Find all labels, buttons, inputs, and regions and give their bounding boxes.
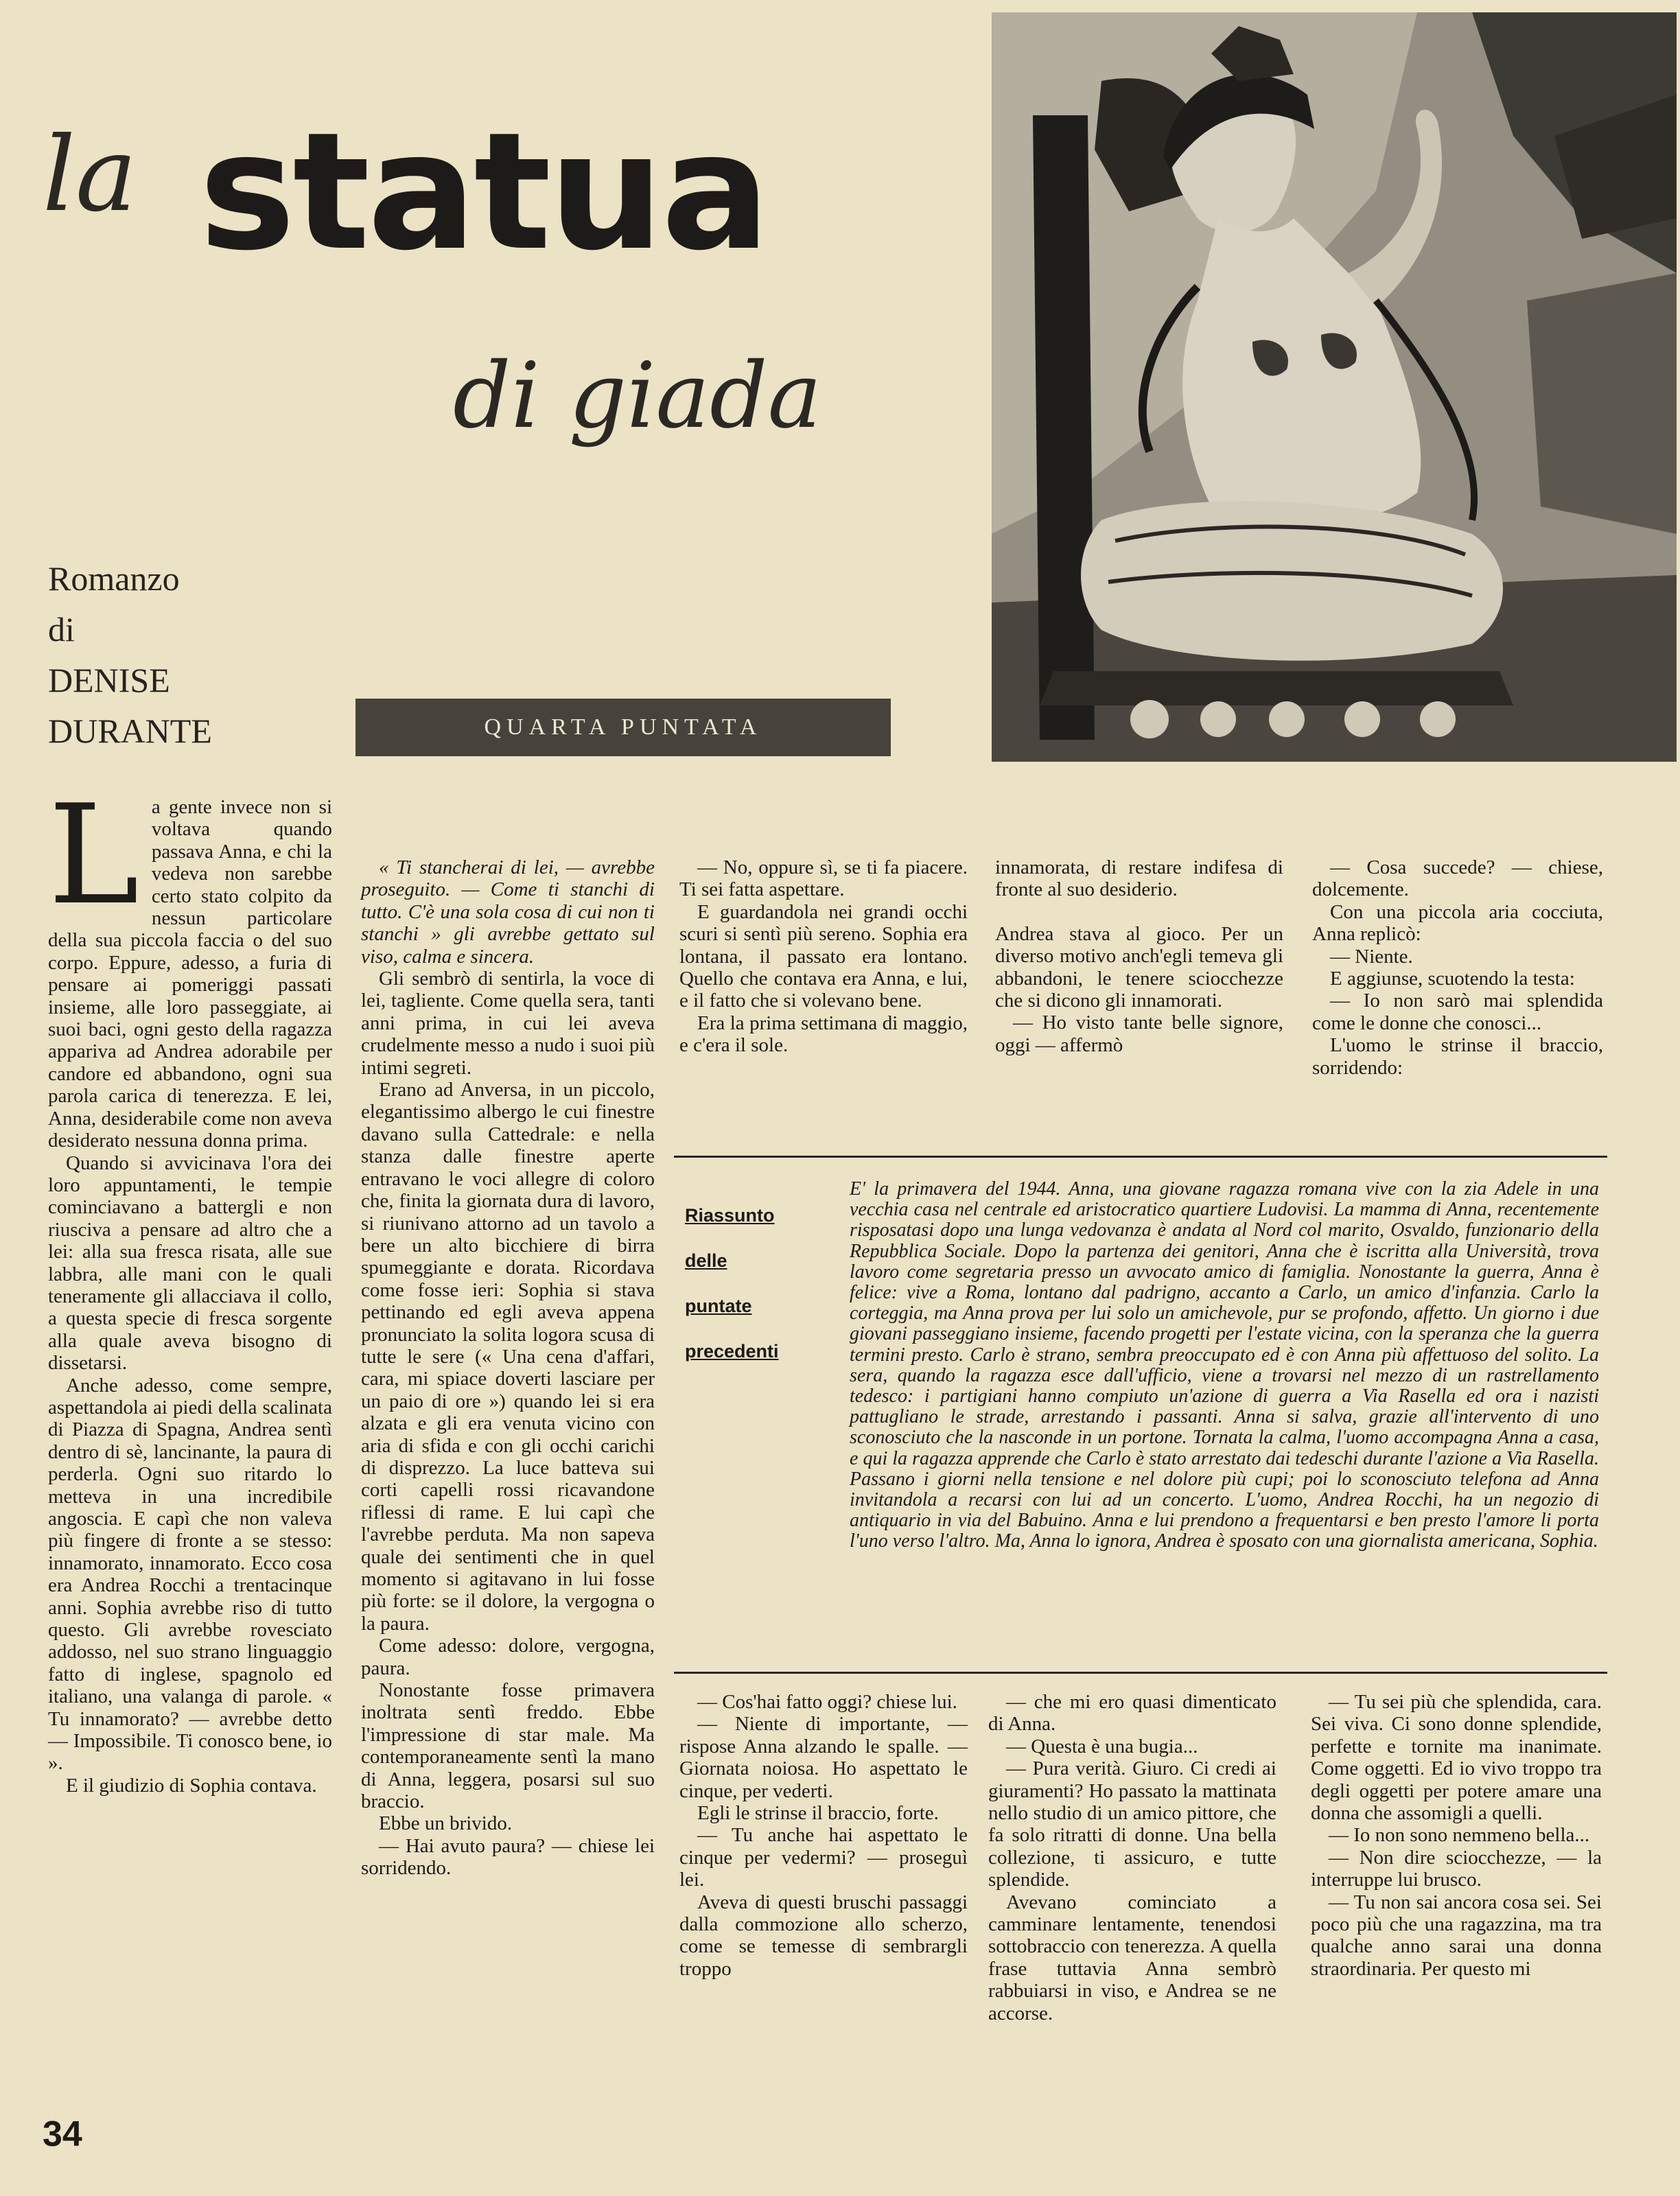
- page-number: 34: [43, 2114, 82, 2154]
- paragraph: — Niente.: [1330, 945, 1413, 968]
- paragraph: Avevano cominciato a camminare lentamente, tenendosi sottobraccio con tenerezza. A quella frase tuttavia Anna sembrò rabbuiarsi in viso, e Andrea se ne accorse.: [988, 1891, 1276, 2024]
- ink-drawing-seated-woman-icon: [992, 12, 1677, 762]
- paragraph: Come adesso: dolore, vergogna, paura.: [361, 1635, 655, 1679]
- paragraph: — Hai avuto paura? — chiese lei sorridendo.: [361, 1834, 655, 1880]
- summary-label-line: precedenti: [685, 1341, 779, 1362]
- paragraph: — Cosa succede? — chiese, dolcemente.: [1312, 856, 1603, 901]
- paragraph: — Tu non sai ancora cosa sei. Sei poco più che una ragazzina, ma tra qualche anno sarai una donna straordinaria. Per questo mi: [1311, 1891, 1602, 1980]
- paragraph: — Pura verità. Giuro. Ci credi ai giuramenti? Ho passato la mattinata nello studio di un amico pittore, che fa solo ritratti di donne. Una bella collezione, ti assicuro, e tutte splendide.: [988, 1757, 1276, 1891]
- paragraph: — Io non sono nemmeno bella...: [1329, 1824, 1590, 1847]
- paragraph: — Tu sei più che splendida, cara. Sei viva. Ci sono donne splendide, perfette e tornite ma inanimate. Come oggetti. Ed io vivo troppo tra degli oggetti per potere amare una donna che assomigli a quelli.: [1311, 1691, 1602, 1825]
- paragraph: E guardandola nei grandi occhi scuri si sentì più sereno. Sophia era lontana, il passato era lontano. Quello che contava era Anna, e lui, e il fatto che si volevano bene.: [679, 900, 968, 1012]
- paragraph: Nonostante fosse primavera inoltrata sentì freddo. Ebbe l'impressione di star male. Ma contemporaneamente sentì la mano di Anna, leggera, posarsi sul suo braccio.: [361, 1679, 655, 1813]
- drop-cap: L: [48, 775, 139, 935]
- byline-author-first: DENISE: [48, 661, 170, 699]
- paragraph: Erano ad Anversa, in un piccolo, elegantissimo albergo le cui finestre davano sulla Cattedrale: e nella stanza dalle finestre aperte entravano le voci allegre di coloro che, finita la giornata dura di lavoro, si riunivano attorno ad un tavolo a bere un alto bicchiere di birra spumeggiante e dorata. Ricordava come fosse ieri: Sophia si stava pettinando ed egli aveva appena pronunciato la solita logora scusa di tutte le sere (« Una cena d'affari, cara, mi spiace doverti lasciare per un paio di ore ») quando lei si era alzata e gli era venuta vicino con aria di sfida e con gli occhi carichi di disprezzo. La luce batteva sui corti capelli rossi ricavandone riflessi di rame. E lui capì che l'avrebbe perduta. Ma non sapeva quale dei sentimenti che in quel momento si agitavano in lui fosse più forte: se il dolore, la vergogna o la paura.: [361, 1079, 655, 1635]
- paragraph: innamorata, di restare indifesa di fronte al suo desiderio.: [995, 856, 1283, 901]
- paragraph: — Non dire sciocchezze, — la interruppe lui brusco.: [1311, 1846, 1602, 1891]
- paragraph: Gli sembrò di sentirla, la voce di lei, tagliente. Come quella sera, tanti anni prima, in cui lei aveva crudelmente messo a nudo i suoi più intimi segreti.: [361, 968, 655, 1079]
- illustration: [992, 12, 1677, 762]
- column-4: [995, 856, 1283, 1056]
- paragraph: Quando si avvicinava l'ora dei loro appuntamenti, le tempie cominciavano a battergli e non riusciva a pensare ad altro che a lei: alla sua fresca risata, alle sue labbra, alle mani con le quali teneramente gli allacciava il collo, a questa specie di fresca sorgente alla quale aveva bisogno di dissetarsi.: [48, 1152, 332, 1375]
- title-article: la: [43, 115, 137, 235]
- paragraph: — che mi ero quasi dimenticato di Anna.: [988, 1691, 1276, 1736]
- paragraph: Andrea stava al gioco. Per un diverso motivo anch'egli temeva gli abbandoni, le tenere sciocchezze che si dicono gli innamorati.: [995, 922, 1283, 1012]
- column-3: [679, 856, 968, 1057]
- summary-rule-bottom: [674, 1672, 1607, 1674]
- summary-label: [685, 1193, 795, 1374]
- byline-author-last: DURANTE: [48, 712, 212, 750]
- column-6: [679, 1691, 968, 1980]
- paragraph: E il giudizio di Sophia contava.: [66, 1774, 317, 1797]
- paragraph: E aggiunse, scuotendo la testa:: [1330, 968, 1575, 990]
- column-2: [361, 856, 655, 1880]
- paragraph: — Questa è una bugia...: [1006, 1735, 1198, 1757]
- paragraph: Con una piccola aria cocciuta, Anna replicò:: [1312, 900, 1603, 946]
- column-8: [1311, 1691, 1602, 1980]
- paragraph: Anche adesso, come sempre, aspettandola ai piedi della scalinata di Piazza di Spagna, Andrea sentì dentro di sè, lancinante, la paura di perderla. Ogni suo ritardo lo metteva in una incredibile angoscia. E capì che non valeva più fingere di fronte a se stesso: innamorato, innamorato. Ecco cosa era Andrea Rocchi a trentacinque anni. Sophia avrebbe riso di tutto questo. Gli avrebbe rovesciato addosso, nel suo strano linguaggio fatto di inglese, spagnolo ed italiano, una valanga di parole. « Tu innamorato? — avrebbe detto — Impossibile. Ti conosco bene, io ».: [48, 1374, 332, 1775]
- byline: [48, 553, 212, 756]
- summary-label-line: delle: [685, 1250, 727, 1271]
- installment-banner: QUARTA PUNTATA: [355, 699, 891, 756]
- paragraph: Egli le strinse il braccio, forte.: [697, 1802, 939, 1825]
- byline-preposition: di: [48, 610, 75, 649]
- summary-rule-top: [674, 1156, 1607, 1158]
- paragraph: Ebbe un brivido.: [379, 1812, 513, 1835]
- paragraph: a gente invece non si voltava quando passava Anna, e chi la vedeva non sarebbe certo stato colpito da nessun particolare della sua piccola faccia o del suo corpo. Eppure, adesso, a furia di pensare ai pomeriggi passati insieme, alle loro passeggiate, ai suoi baci, ogni gesto della ragazza appariva ad Andrea adorabile per candore ed abbandono, ogni sua parola carica di tenerezza. E lei, Anna, desiderabile come non aveva desiderato nessuna donna prima.: [48, 796, 332, 1152]
- paragraph: Era la prima settimana di maggio, e c'era il sole.: [679, 1012, 968, 1057]
- summary-label-line: Riassunto: [685, 1205, 775, 1226]
- paragraph: L'uomo le strinse il braccio, sorridendo:: [1312, 1034, 1603, 1079]
- column-5: [1312, 856, 1603, 1079]
- paragraph: — Niente di importante, — rispose Anna alzando le spalle. — Giornata noiosa. Ho aspettato le cinque, per vederti.: [679, 1713, 968, 1802]
- paragraph: — Ho visto tante belle signore, oggi — affermò: [995, 1012, 1283, 1056]
- summary-text: E' la primavera del 1944. Anna, una giovane ragazza romana vive con la zia Adele in una vecchia casa nel centrale ed aristocratico quartiere Ludovisi. La mamma di Anna, recentemente risposatasi dopo una lunga vedovanza è andata al Nord col marito, Osvaldo, funzionario della Repubblica Sociale. Dopo la partenza dei genitori, Anna che è iscritta alla Università, trova lavoro come segretaria presso un avvocato amico di famiglia. Nonostante la guerra, Anna è felice: vive a Roma, lontano dal padrigno, accanto a Carlo, un amico d'infanzia. Carlo la corteggia, ma Anna prova per lui solo un amichevole, pur se profondo, affetto. Un giorno i due giovani passeggiano insieme, facendo progetti per l'estate vicina, con la speranza che la guerra termini presto. Carlo è strano, sembra preoccupato ed è con Anna più affettuoso del solito. La sera, quando la ragazza esce dall'ufficio, viene a trovarsi nel mezzo di un rastrellamento tedesco: i partigiani hanno compiuto un'azione di guerra a Via Rasella ed ora i nazisti pattugliano le strade, arrestando i passanti. Anna si salva, grazie all'intervento di uno sconosciuto che la nasconde in un portone. Tornata la calma, l'uomo accompagna Anna a casa, e qui la ragazza apprende che Carlo è stato arrestato dai tedeschi durante l'azione a Via Rasella. Passano i giorni nella tensione e nel dolore più cupi; poi lo sconosciuto telefona ad Anna invitandola a recarsi con lui ad un concerto. L'uomo, Andrea Rocchi, ha un negozio di antiquario in via del Babuino. Anna e lui prendono a frequentarsi e ben presto l'amore li porta l'uno verso l'altro. Ma, Anna lo ignora, Andrea è sposato con una giornalista americana, Sophia.: [850, 1178, 1599, 1552]
- title-main: statua: [199, 97, 768, 286]
- column-1: [48, 775, 332, 1797]
- paragraph: — No, oppure sì, se ti fa piacere. Ti sei fatta aspettare.: [679, 856, 968, 901]
- summary-label-line: puntate: [685, 1296, 752, 1316]
- paragraph: — Tu anche hai aspettato le cinque per vedermi? — proseguì lei.: [679, 1824, 968, 1891]
- byline-genre: Romanzo: [48, 559, 180, 598]
- paragraph: — Cos'hai fatto oggi? chiese lui.: [697, 1691, 957, 1713]
- paragraph: « Ti stancherai di lei, — avrebbe proseguito. — Come ti stanchi di tutto. C'è una sola cosa di cui non ti stanchi » gli avrebbe gettato sul viso, calma e sincera.: [361, 856, 655, 968]
- paragraph: Aveva di questi bruschi passaggi dalla commozione allo scherzo, come se temesse di sembrargli troppo: [679, 1891, 968, 1980]
- column-7: [988, 1691, 1276, 2024]
- paragraph: — Io non sarò mai splendida come le donne che conosci...: [1312, 990, 1603, 1034]
- title-subtitle: di giada: [453, 343, 822, 449]
